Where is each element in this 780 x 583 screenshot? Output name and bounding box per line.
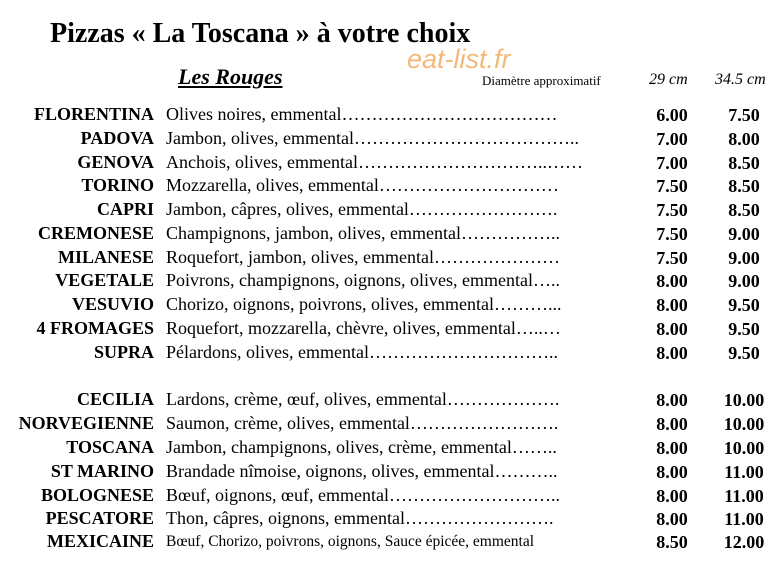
- pizza-name: CREMONESE: [37, 223, 154, 243]
- price-34-5cm: 10.00: [723, 438, 765, 458]
- menu-row: [0, 222, 780, 245]
- price-34-5cm: 8.50: [728, 200, 760, 220]
- diameter-label: Diamètre approximatif: [482, 73, 601, 88]
- pizza-ingredients: Jambon, olives, emmental………………………………..: [166, 128, 579, 148]
- menu-row: [0, 341, 780, 364]
- menu-row: [0, 127, 780, 150]
- pizza-ingredients: Jambon, câpres, olives, emmental…………………….: [166, 199, 558, 219]
- price-29cm: 7.50: [656, 248, 688, 268]
- pizza-ingredients: Jambon, champignons, olives, crème, emmental……..: [166, 437, 557, 457]
- menu-row: [0, 507, 780, 530]
- price-34-5cm: 11.00: [724, 486, 764, 506]
- pizza-name: TOSCANA: [66, 437, 154, 457]
- price-34-5cm: 7.50: [728, 105, 760, 125]
- price-29cm: 8.00: [656, 319, 688, 339]
- price-29cm: 8.00: [656, 390, 688, 410]
- pizza-ingredients: Saumon, crème, olives, emmental…………………….: [166, 413, 559, 433]
- price-34-5cm: 9.50: [728, 319, 760, 339]
- section-heading: Les Rouges: [178, 64, 283, 89]
- price-29cm: 8.00: [656, 486, 688, 506]
- price-29cm: 7.50: [656, 224, 688, 244]
- pizza-ingredients: Pélardons, olives, emmental…………………………..: [166, 342, 558, 362]
- pizza-name: PADOVA: [80, 128, 154, 148]
- menu-row: [0, 293, 780, 316]
- price-29cm: 8.00: [656, 414, 688, 434]
- menu-row: [0, 484, 780, 507]
- pizza-ingredients: Poivrons, champignons, oignons, olives, emmental…..: [166, 270, 560, 290]
- menu-row: [0, 151, 780, 174]
- menu-row: [0, 269, 780, 292]
- menu-row: [0, 317, 780, 340]
- price-34-5cm: 12.00: [723, 532, 765, 552]
- pizza-ingredients: Bœuf, Chorizo, poivrons, oignons, Sauce épicée, emmental: [166, 533, 535, 550]
- pizza-name: FLORENTINA: [33, 104, 154, 124]
- pizza-ingredients: Olives noires, emmental………………………………: [166, 104, 558, 124]
- pizza-ingredients: Bœuf, oignons, œuf, emmental………………………..: [166, 485, 560, 505]
- pizza-ingredients: Mozzarella, olives, emmental…………………………: [166, 175, 559, 195]
- price-34-5cm: 9.50: [728, 295, 760, 315]
- pizza-name: MILANESE: [57, 247, 154, 267]
- menu-row: [0, 530, 780, 553]
- pizza-name: PESCATORE: [45, 508, 154, 528]
- price-34-5cm: 8.50: [728, 176, 760, 196]
- price-29cm: 6.00: [656, 105, 688, 125]
- price-34-5cm: 8.00: [728, 129, 760, 149]
- price-34-5cm: 9.50: [728, 343, 760, 363]
- menu-row: [0, 198, 780, 221]
- price-34-5cm: 11.00: [724, 509, 764, 529]
- menu-row: [0, 174, 780, 197]
- pizza-ingredients: Champignons, jambon, olives, emmental……………..: [166, 223, 560, 243]
- price-29cm: 7.50: [656, 200, 688, 220]
- price-29cm: 8.00: [656, 343, 688, 363]
- price-29cm: 7.00: [656, 129, 688, 149]
- pizza-name: VESUVIO: [71, 294, 154, 314]
- pizza-name: VEGETALE: [55, 270, 154, 290]
- menu-row: [0, 246, 780, 269]
- size-small-header: 29 cm: [649, 71, 688, 88]
- price-34-5cm: 8.50: [728, 153, 760, 173]
- menu-row: [0, 388, 780, 411]
- watermark: eat-list.fr: [407, 44, 511, 74]
- pizza-name: 4 FROMAGES: [36, 318, 154, 338]
- price-29cm: 8.50: [656, 532, 688, 552]
- price-29cm: 8.00: [656, 509, 688, 529]
- price-34-5cm: 10.00: [723, 390, 765, 410]
- pizza-name: SUPRA: [93, 342, 154, 362]
- price-34-5cm: 9.00: [728, 248, 760, 268]
- menu-row: [0, 460, 780, 483]
- pizza-ingredients: Brandade nîmoise, oignons, olives, emmental………..: [166, 461, 558, 481]
- price-29cm: 8.00: [656, 438, 688, 458]
- pizza-name: CAPRI: [97, 199, 154, 219]
- price-34-5cm: 9.00: [728, 271, 760, 291]
- price-29cm: 7.50: [656, 176, 688, 196]
- menu-row: [0, 436, 780, 459]
- pizza-name: TORINO: [81, 175, 154, 195]
- pizza-ingredients: Roquefort, mozzarella, chèvre, olives, emmental…..…: [166, 318, 561, 338]
- price-29cm: 8.00: [656, 271, 688, 291]
- pizza-ingredients: Chorizo, oignons, poivrons, olives, emmental………...: [166, 294, 562, 314]
- pizza-name: NORVEGIENNE: [18, 413, 154, 433]
- menu-row: [0, 412, 780, 435]
- size-large-header: 34.5 cm: [715, 71, 766, 88]
- pizza-name: GENOVA: [77, 152, 154, 172]
- pizza-ingredients: Thon, câpres, oignons, emmental…………………….: [166, 508, 554, 528]
- menu-title: Pizzas « La Toscana » à votre choix: [50, 18, 471, 49]
- price-29cm: 7.00: [656, 153, 688, 173]
- pizza-name: BOLOGNESE: [40, 485, 154, 505]
- price-29cm: 8.00: [656, 462, 688, 482]
- price-34-5cm: 11.00: [724, 462, 764, 482]
- menu-row: [0, 103, 780, 126]
- pizza-name: CECILIA: [76, 389, 154, 409]
- price-34-5cm: 9.00: [728, 224, 760, 244]
- pizza-ingredients: Lardons, crème, œuf, olives, emmental……………….: [166, 389, 560, 409]
- pizza-ingredients: Anchois, olives, emmental…………………………..……: [166, 152, 583, 172]
- price-29cm: 8.00: [656, 295, 688, 315]
- pizza-name: ST MARINO: [50, 461, 154, 481]
- pizza-ingredients: Roquefort, jambon, olives, emmental…………………: [166, 247, 560, 267]
- pizza-name: MEXICAINE: [46, 531, 154, 551]
- price-34-5cm: 10.00: [723, 414, 765, 434]
